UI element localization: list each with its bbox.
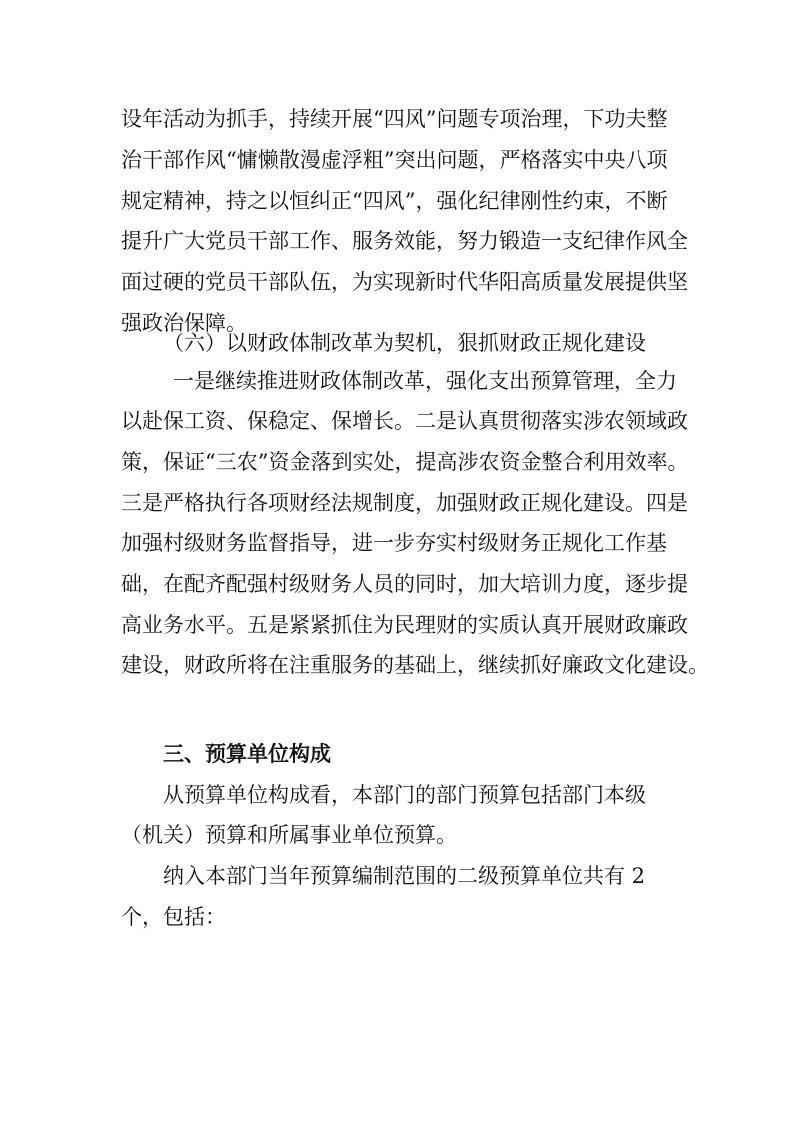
subheading-six: （六）以财政体制改革为契机，狠抓财政正规化建设	[163, 331, 646, 355]
paragraph-line: 治干部作风“慵懒散漫虚浮粗”突出问题，严格落实中央八项	[121, 148, 668, 172]
paragraph-line: 强政治保障。	[121, 311, 247, 335]
paragraph-line: 础，在配齐配强村级财务人员的同时，加大培训力度，逐步提	[121, 572, 688, 596]
paragraph-line: 纳入本部门当年预算编制范围的二级预算单位共有 2	[163, 864, 646, 888]
paragraph-line: 面过硬的党员干部队伍，为实现新时代华阳高质量发展提供坚	[121, 270, 688, 294]
paragraph-line: 一是继续推进财政体制改革，强化支出预算管理，全力	[173, 369, 677, 393]
paragraph-line: 三是严格执行各项财经法规制度，加强财政正规化建设。四是	[121, 491, 688, 515]
paragraph-line: 策，保证“三农”资金落到实处，提高涉农资金整合利用效率。	[121, 450, 689, 474]
paragraph-line: 以赴保工资、保稳定、保增长。二是认真贯彻落实涉农领域政	[121, 409, 688, 433]
paragraph-line: 规定精神，持之以恒纠正“四风”，强化纪律刚性约束，不断	[121, 189, 668, 213]
section-heading-three: 三、预算单位构成	[163, 742, 331, 766]
paragraph-line: 高业务水平。五是紧紧抓住为民理财的实质认真开展财政廉政	[121, 613, 688, 637]
paragraph-line: 提升广大党员干部工作、服务效能，努力锻造一支纪律作风全	[121, 229, 688, 253]
paragraph-line: 设年活动为抓手，持续开展“四风”问题专项治理，下功夫整	[121, 107, 668, 131]
paragraph-line: （机关）预算和所属事业单位预算。	[121, 823, 457, 847]
paragraph-line: 个，包括：	[121, 905, 226, 929]
paragraph-line: 从预算单位构成看，本部门的部门预算包括部门本级	[163, 783, 646, 807]
paragraph-line: 建设，财政所将在注重服务的基础上，继续抓好廉政文化建设。	[121, 653, 709, 677]
paragraph-line: 加强村级财务监督指导，进一步夯实村级财务正规化工作基	[121, 531, 667, 555]
